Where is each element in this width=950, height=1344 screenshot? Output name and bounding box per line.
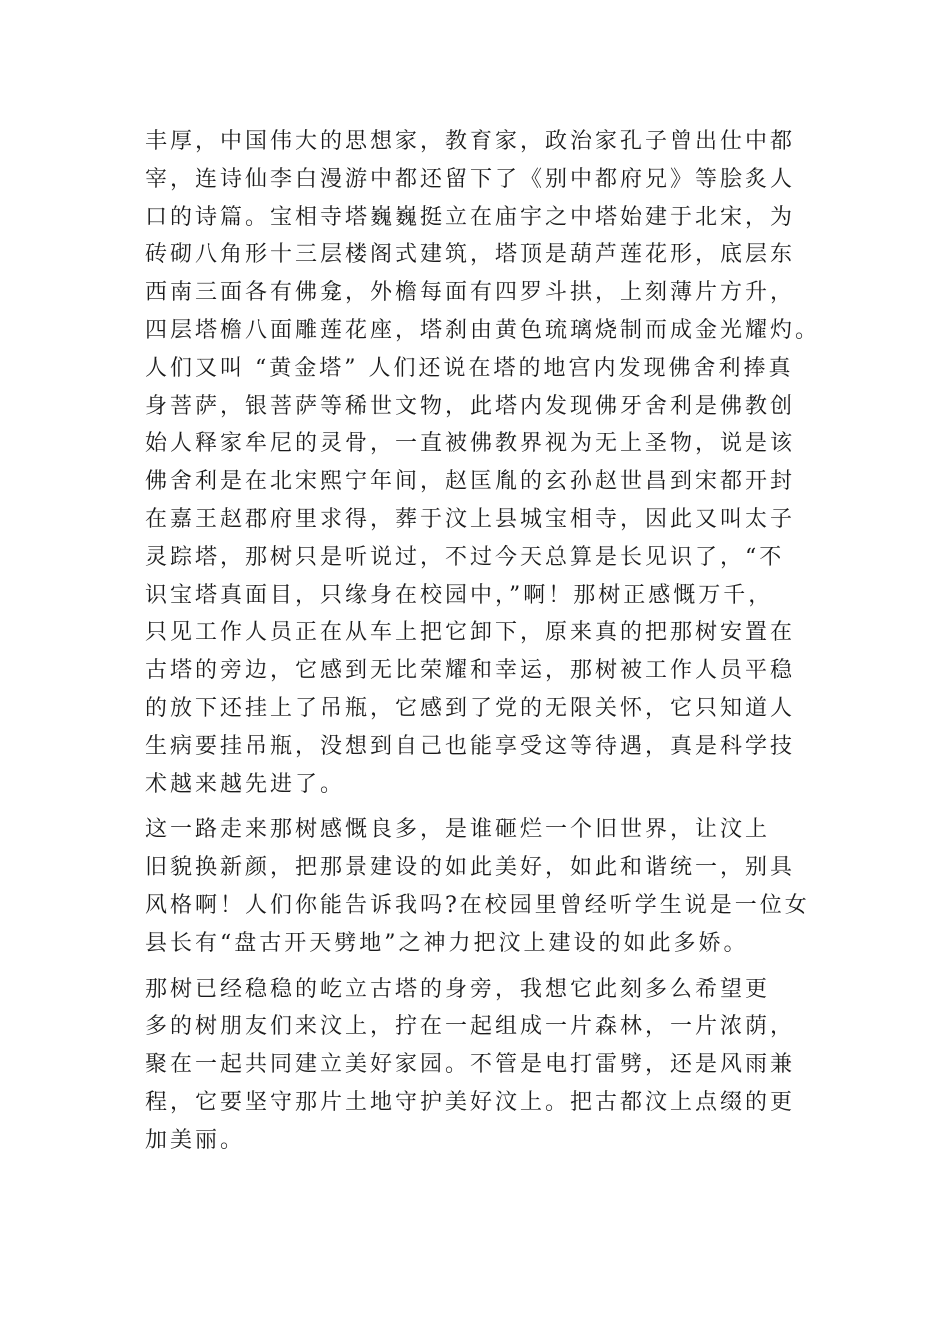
text-line: 始人释家牟尼的灵骨，一直被佛教界视为无上圣物，说是该 [145, 431, 796, 457]
text-line: 那树已经稳稳的屹立古塔的身旁，我想它此刻多么希望更 [145, 976, 771, 1002]
text-line: 聚在一起共同建立美好家园。不管是电打雷劈，还是风雨兼 [145, 1052, 796, 1078]
paragraph-2 [145, 811, 825, 962]
text-line: 程，它要坚守那片土地守护美好汶上。把古都汶上点缀的更 [145, 1089, 796, 1115]
text-line: 术越来越先进了。 [145, 771, 346, 797]
paragraph-1 [145, 123, 825, 803]
paragraph-3 [145, 971, 825, 1160]
text-line: 县长有“盘古开天劈地”之神力把汶上建设的如此多娇。 [145, 930, 749, 956]
text-line: 四层塔檐八面雕莲花座，塔刹由黄色琉璃烧制而成金光耀灼。 [145, 317, 821, 343]
text-line: 丰厚，中国伟大的思想家，教育家，政治家孔子曾出仕中都 [145, 129, 796, 154]
text-line: 加美丽。 [145, 1127, 246, 1153]
text-line: 佛舍利是在北宋熙宁年间，赵匡胤的玄孙赵世昌到宋都开封 [145, 469, 796, 495]
text-line: 识宝塔真面目，只缘身在校园中，”啊！那树正感慨万千， [145, 582, 774, 608]
text-line: 生病要挂吊瓶，没想到自己也能享受这等待遇，真是科学技 [145, 733, 796, 759]
text-line: 在嘉王赵郡府里求得，葬于汶上县城宝相寺，因此又叫太子 [145, 506, 796, 532]
paragraph-spacer [145, 963, 825, 971]
text-line: 口的诗篇。宝相寺塔巍巍挺立在庙宇之中塔始建于北宋，为 [145, 204, 796, 230]
text-line: 宰，连诗仙李白漫游中都还留下了《别中都府兄》等脍炙人 [145, 166, 796, 192]
text-line: 古塔的旁边，它感到无比荣耀和幸运，那树被工作人员平稳 [145, 658, 796, 684]
text-line: 人们又叫 “黄金塔” 人们还说在塔的地宫内发现佛舍利捧真 [145, 355, 794, 381]
text-line: 身菩萨，银菩萨等稀世文物，此塔内发现佛牙舍利是佛教创 [145, 393, 796, 419]
text-line: 风格啊！人们你能告诉我吗?在校园里曾经听学生说是一位女 [145, 892, 810, 918]
text-line: 多的树朋友们来汶上，拧在一起组成一片森林，一片浓荫， [145, 1014, 796, 1040]
text-line: 的放下还挂上了吊瓶，它感到了党的无限关怀，它只知道人 [145, 695, 796, 721]
document-body [145, 123, 825, 1160]
text-line: 只见工作人员正在从车上把它卸下，原来真的把那树安置在 [145, 620, 796, 646]
paragraph-spacer [145, 803, 825, 811]
text-line: 砖砌八角形十三层楼阁式建筑，塔顶是葫芦莲花形，底层东 [145, 242, 796, 268]
text-line: 这一路走来那树感慨良多，是谁砸烂一个旧世界，让汶上 [145, 817, 771, 843]
text-line: 西南三面各有佛龛，外檐每面有四罗斗拱，上刻薄片方升， [145, 280, 796, 306]
text-line: 旧貌换新颜，把那景建设的如此美好，如此和谐统一，别具 [145, 855, 796, 881]
text-line: 灵踪塔，那树只是听说过，不过今天总算是长见识了，“不 [145, 544, 785, 570]
